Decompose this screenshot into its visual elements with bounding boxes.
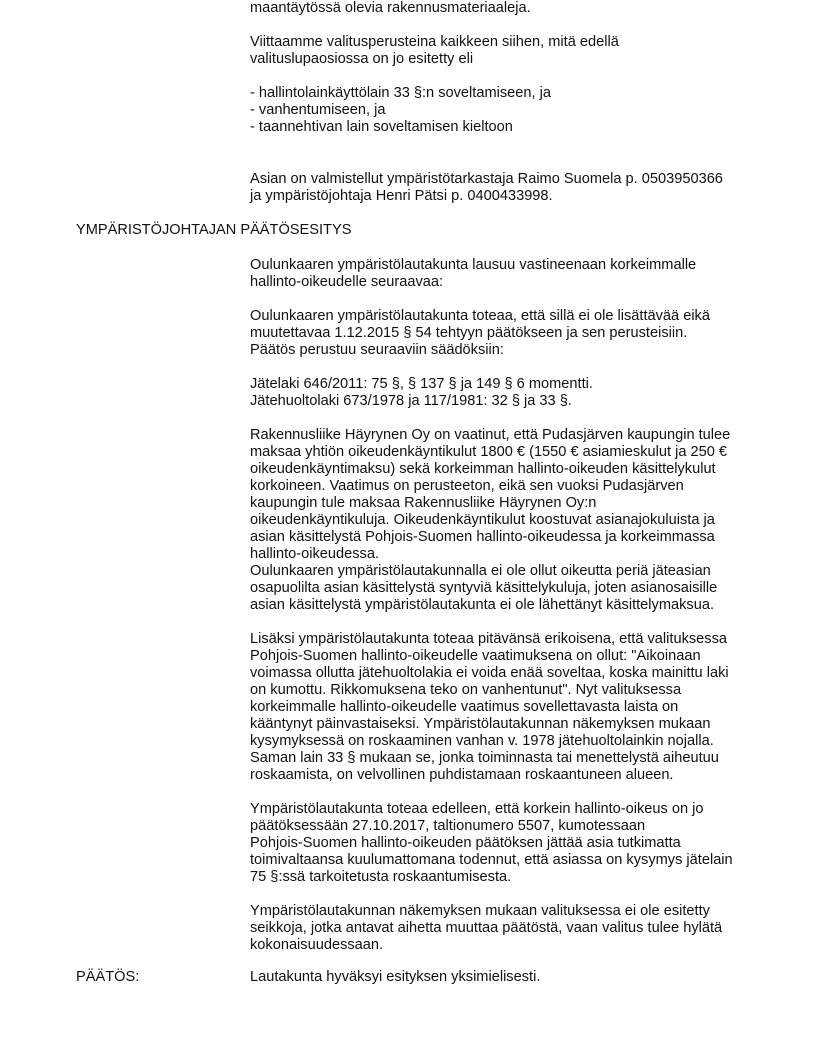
- preparer-line: Asian on valmistellut ympäristötarkastaja Raimo Suomela p. 0503950366: [250, 171, 723, 187]
- proposal-line: kaupungin tule maksaa Rakennusliike Häyrynen Oy:n: [250, 495, 597, 511]
- bullet-item: - vanhentumiseen, ja: [250, 102, 386, 118]
- proposal-line: kysymyksessä on roskaaminen vanhan v. 1978 jätehuoltolainkin nojalla.: [250, 733, 714, 749]
- proposal-line: hallinto-oikeudessa.: [250, 546, 379, 562]
- intro-paragraph-line: Viittaamme valitusperusteina kaikkeen siihen, mitä edellä: [250, 34, 619, 50]
- proposal-line: asian käsittelystä Pohjois-Suomen hallinto-oikeudessa ja korkeimmassa: [250, 529, 715, 545]
- proposal-line: oikeudenkäyntikuluja. Oikeudenkäyntikulut koostuvat asianajokuluista ja: [250, 512, 715, 528]
- proposal-line: Ympäristölautakunnan näkemyksen mukaan valituksessa ei ole esitetty: [250, 903, 710, 919]
- bullet-item: - hallintolainkäyttölain 33 §:n soveltamiseen, ja: [250, 85, 551, 101]
- proposal-line: 75 §:ssä tarkoitetusta roskaantumisesta.: [250, 869, 512, 885]
- proposal-line: korkoineen. Vaatimus on perusteeton, eikä sen vuoksi Pudasjärven: [250, 478, 684, 494]
- proposal-line: asian käsittelystä ympäristölautakunta ei ole lähettänyt käsittelymaksua.: [250, 597, 714, 613]
- proposal-line: toimivaltaansa kuulumattomana todennut, että asiassa on kysymys jätelain: [250, 852, 733, 868]
- proposal-line: Päätös perustuu seuraaviin säädöksiin:: [250, 342, 504, 358]
- proposal-line: on kumottu. Rikkomuksena teko on vanhentunut". Nyt valituksessa: [250, 682, 682, 698]
- proposal-line: osapuolilta asian käsittelystä syntyviä käsittelykuluja, joten asianosaisille: [250, 580, 718, 596]
- proposal-line: roskaamista, on velvollinen puhdistamaan roskaantuneen alueen.: [250, 767, 674, 783]
- section-heading: YMPÄRISTÖJOHTAJAN PÄÄTÖSESITYS: [76, 222, 352, 238]
- proposal-line: Pohjois-Suomen hallinto-oikeudelle vaatimuksena on ollut: "Aikoinaan: [250, 648, 701, 664]
- proposal-line: Ympäristölautakunta toteaa edelleen, että korkein hallinto-oikeus on jo: [250, 801, 704, 817]
- proposal-line: oikeudenkäyntimaksu) sekä korkeimman hallinto-oikeuden käsittelykulut: [250, 461, 716, 477]
- preparer-line: ja ympäristöjohtaja Henri Pätsi p. 0400433998.: [250, 188, 553, 204]
- decision-label: PÄÄTÖS:: [76, 969, 140, 985]
- proposal-line: Oulunkaaren ympäristölautakunta lausuu vastineenaan korkeimmalle: [250, 257, 697, 273]
- proposal-line: Oulunkaaren ympäristölautakunnalla ei ole ollut oikeutta periä jäteasian: [250, 563, 711, 579]
- proposal-line: maksaa yhtiön oikeudenkäyntikulut 1800 € (1550 € asiamieskulut ja 250 €: [250, 444, 728, 460]
- proposal-line: voimassa ollutta jätehuoltolakia ei voida enää soveltaa, koska mainittu laki: [250, 665, 729, 681]
- proposal-line: Lisäksi ympäristölautakunta toteaa pitävänsä erikoisena, että valituksessa: [250, 631, 727, 647]
- bullet-item: - taannehtivan lain soveltamisen kieltoon: [250, 119, 513, 135]
- decision-text: Lautakunta hyväksyi esityksen yksimielisesti.: [250, 969, 541, 985]
- proposal-line: muutettavaa 1.12.2015 § 54 tehtyyn päätökseen ja sen perusteisiin.: [250, 325, 688, 341]
- proposal-line: Rakennusliike Häyrynen Oy on vaatinut, että Pudasjärven kaupungin tulee: [250, 427, 731, 443]
- intro-paragraph-line: valituslupaosiossa on jo esitetty eli: [250, 51, 474, 67]
- proposal-line: Saman lain 33 § mukaan se, jonka toiminnasta tai menettelystä aiheutuu: [250, 750, 719, 766]
- proposal-line: kokonaisuudessaan.: [250, 937, 384, 953]
- statute-line: Jätehuoltolaki 673/1978 ja 117/1981: 32 § ja 33 §.: [250, 393, 572, 409]
- proposal-line: päätöksessään 27.10.2017, taltionumero 5507, kumotessaan: [250, 818, 646, 834]
- intro-text: maantäytössä olevia rakennusmateriaaleja.: [250, 0, 531, 16]
- proposal-line: kääntynyt päinvastaiseksi. Ympäristölautakunnan näkemyksen mukaan: [250, 716, 711, 732]
- statute-line: Jätelaki 646/2011: 75 §, § 137 § ja 149 § 6 momentti.: [250, 376, 593, 392]
- proposal-line: hallinto-oikeudelle seuraavaa:: [250, 274, 444, 290]
- proposal-line: Oulunkaaren ympäristölautakunta toteaa, että sillä ei ole lisättävää eikä: [250, 308, 710, 324]
- proposal-line: korkeimmalle hallinto-oikeudelle vaatimus sovellettavasta laista on: [250, 699, 679, 715]
- proposal-line: Pohjois-Suomen hallinto-oikeuden päätöksen jättää asia tutkimatta: [250, 835, 681, 851]
- proposal-line: seikkoja, jotka antavat aihetta muuttaa päätöstä, vaan valitus tulee hylätä: [250, 920, 723, 936]
